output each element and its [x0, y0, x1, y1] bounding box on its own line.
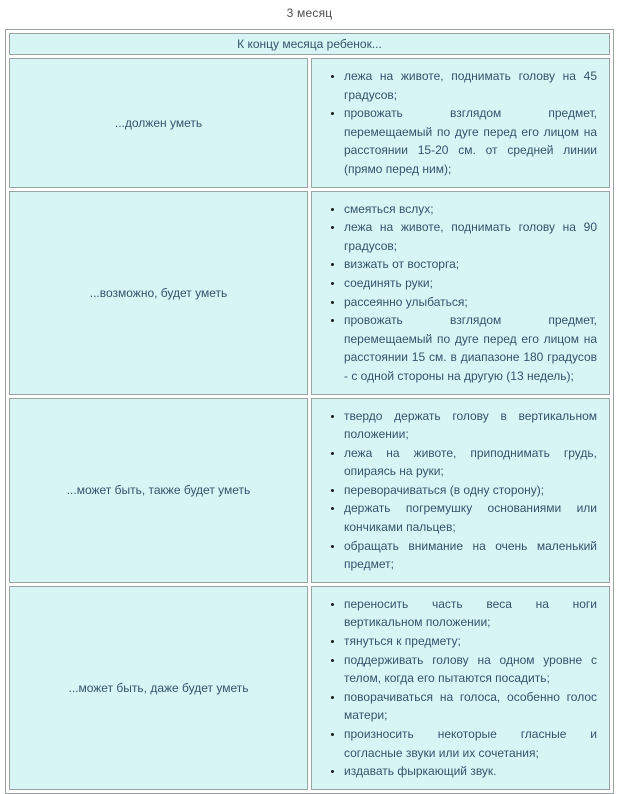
- milestones-table: [5, 29, 614, 794]
- row-label: ...возможно, будет уметь: [9, 191, 308, 395]
- row-label: ...может быть, также будет уметь: [9, 398, 308, 583]
- table-header: К концу месяца ребенок...: [9, 33, 610, 55]
- items-list: [318, 200, 599, 386]
- milestone-item: • смеяться вслух;: [344, 200, 599, 219]
- milestone-item: • держать погремушку основаниями или кончиками пальцев;: [344, 499, 599, 536]
- row-items-cell: [311, 191, 610, 395]
- row-label: ...должен уметь: [9, 58, 308, 188]
- table-body: [9, 58, 610, 790]
- items-list: [318, 595, 599, 781]
- row-items-cell: [311, 586, 610, 790]
- milestone-item: • переворачиваться (в одну сторону);: [344, 481, 599, 500]
- milestone-item: • твердо держать голову в вертикальном положении;: [344, 407, 599, 444]
- milestone-item: • поддерживать голову на одном уровне с телом, когда его пытаются посадить;: [344, 651, 599, 688]
- milestone-item: • лежа на животе, приподнимать грудь, опираясь на руки;: [344, 444, 599, 481]
- milestone-item: • визжать от восторга;: [344, 255, 599, 274]
- row-items-cell: [311, 398, 610, 583]
- table-row: [9, 398, 610, 583]
- milestone-item: • переносить часть веса на ноги вертикальном положении;: [344, 595, 599, 632]
- row-items-cell: [311, 58, 610, 188]
- milestone-item: • обращать внимание на очень маленький предмет;: [344, 537, 599, 574]
- table-row: [9, 586, 610, 790]
- page-title: 3 месяц: [286, 6, 333, 20]
- milestone-item: • лежа на животе, поднимать голову на 90 градусов;: [344, 218, 599, 255]
- milestone-item: • тянуться к предмету;: [344, 632, 599, 651]
- milestone-item: • рассеянно улыбаться;: [344, 293, 599, 312]
- table-row: [9, 58, 610, 188]
- items-list: [318, 67, 599, 179]
- milestone-item: • соединять руки;: [344, 274, 599, 293]
- table-header-row: [9, 33, 610, 55]
- milestone-item: • издавать фыркающий звук.: [344, 762, 599, 781]
- row-label: ...может быть, даже будет уметь: [9, 586, 308, 790]
- milestone-item: • поворачиваться на голоса, особенно голос матери;: [344, 688, 599, 725]
- milestone-item: • произносить некоторые гласные и согласные звуки или их сочетания;: [344, 725, 599, 762]
- table-row: [9, 191, 610, 395]
- items-list: [318, 407, 599, 574]
- milestone-item: • провожать взглядом предмет, перемещаемый по дуге перед его лицом на расстоянии 15 см. в диапазоне 180 градусов - с одной стороны на другую (13 недель);: [344, 311, 599, 385]
- milestone-item: • лежа на животе, поднимать голову на 45 градусов;: [344, 67, 599, 104]
- milestone-item: • провожать взглядом предмет, перемещаемый по дуге перед его лицом на расстоянии 15-20 см. от средней линии (прямо перед ним);: [344, 104, 599, 178]
